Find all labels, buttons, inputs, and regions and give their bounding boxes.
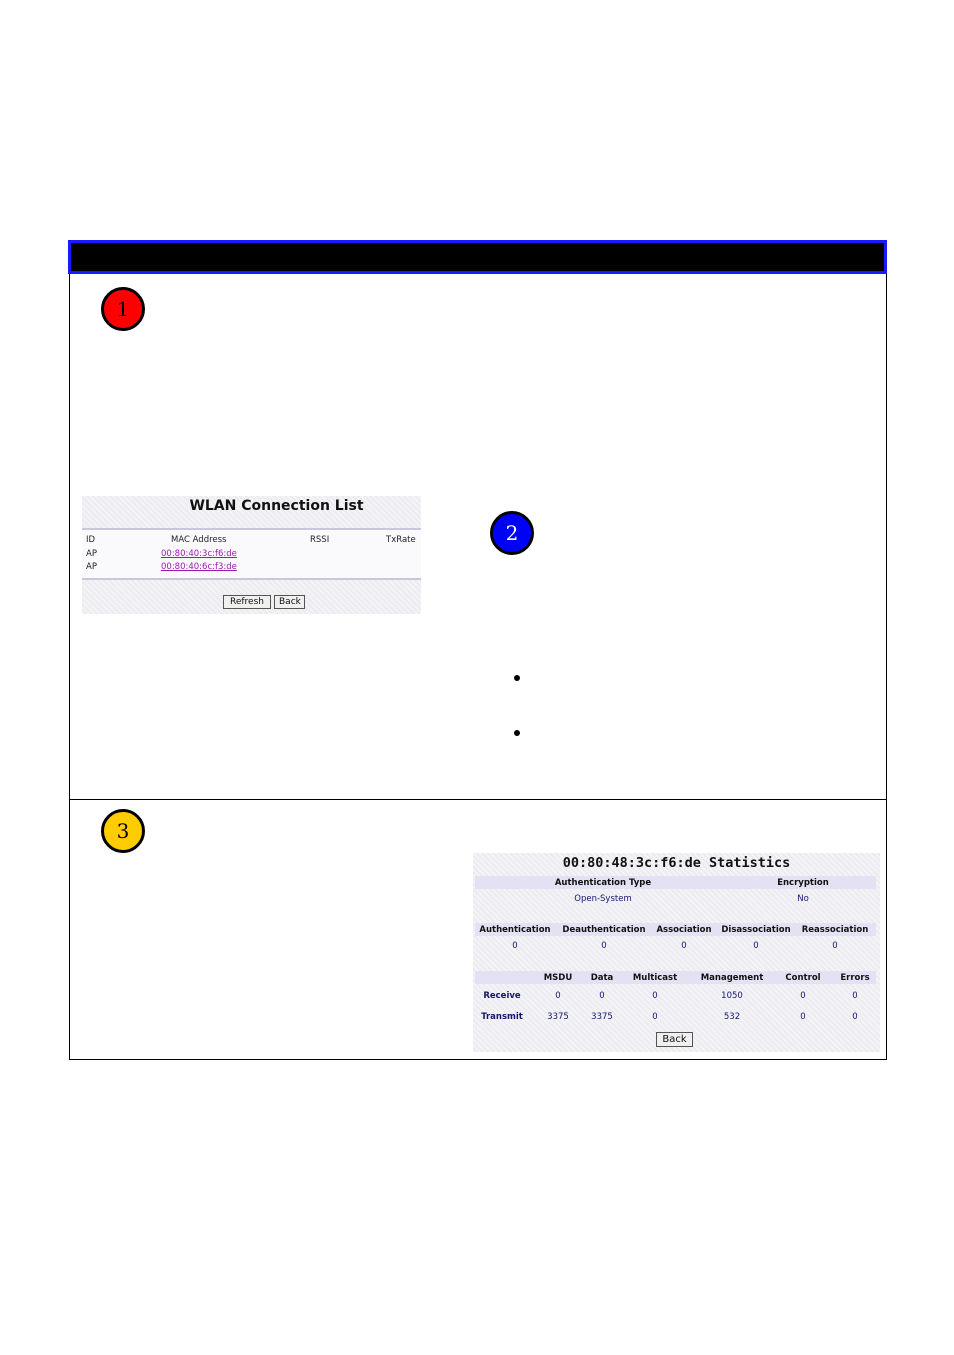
- association-value: 0: [681, 941, 687, 951]
- row-2-mac-link[interactable]: 00:80:40:6c:f3:de: [161, 562, 237, 572]
- receive-errors: 0: [852, 991, 858, 1001]
- col-id: ID: [86, 535, 96, 545]
- back-button[interactable]: Back: [274, 595, 305, 609]
- encryption-value: No: [797, 894, 809, 904]
- transmit-errors: 0: [852, 1012, 858, 1022]
- section-header-bar: [68, 240, 887, 274]
- row-1-id: AP: [86, 549, 97, 559]
- association-header: Association: [656, 925, 712, 935]
- reassociation-value: 0: [832, 941, 838, 951]
- row-2-id: AP: [86, 562, 97, 572]
- col-mac-address: MAC Address: [171, 535, 227, 545]
- col-rssi: RSSI: [310, 535, 330, 545]
- receive-msdu: 0: [555, 991, 561, 1001]
- disassociation-header: Disassociation: [721, 925, 791, 935]
- wlan-list-table: [82, 530, 421, 578]
- multicast-header: Multicast: [632, 973, 678, 983]
- col-txrate: TxRate: [386, 535, 416, 545]
- wlan-connection-list-screenshot: [82, 496, 421, 614]
- step-3-badge: [101, 809, 145, 853]
- deauthentication-header: Deauthentication: [562, 925, 646, 935]
- transmit-control: 0: [800, 1012, 806, 1022]
- step-1-number: 1: [116, 297, 130, 321]
- step-2-number: 2: [505, 521, 519, 545]
- wlan-list-title: WLAN Connection List: [189, 498, 364, 514]
- step-3-number: 3: [116, 819, 130, 843]
- receive-multicast: 0: [652, 991, 658, 1001]
- auth-type-header: Authentication Type: [554, 878, 652, 888]
- control-header: Control: [785, 973, 821, 983]
- divider: [82, 578, 421, 580]
- receive-data: 0: [599, 991, 605, 1001]
- authentication-header: Authentication: [479, 925, 551, 935]
- step-2-badge: [490, 511, 534, 555]
- statistics-screenshot: [473, 853, 880, 1052]
- transmit-management: 532: [723, 1012, 741, 1022]
- auth-type-value: Open-System: [574, 894, 632, 904]
- errors-header: Errors: [840, 973, 870, 983]
- transmit-multicast: 0: [652, 1012, 658, 1022]
- reassociation-header: Reassociation: [801, 925, 869, 935]
- transmit-msdu: 3375: [547, 1012, 569, 1022]
- stats-title: 00:80:48:3c:f6:de Statistics: [562, 855, 791, 871]
- receive-control: 0: [800, 991, 806, 1001]
- row-1-mac-link[interactable]: 00:80:40:3c:f6:de: [161, 549, 237, 559]
- msdu-header: MSDU: [543, 973, 573, 983]
- step-1-badge: [101, 287, 145, 331]
- receive-management: 1050: [721, 991, 743, 1001]
- disassociation-value: 0: [753, 941, 759, 951]
- transmit-data: 3375: [591, 1012, 613, 1022]
- bullet-2: [514, 730, 520, 736]
- receive-label: Receive: [483, 991, 521, 1001]
- authentication-value: 0: [512, 941, 518, 951]
- transmit-label: Transmit: [481, 1012, 523, 1022]
- bullet-1: [514, 675, 520, 681]
- refresh-button[interactable]: Refresh: [223, 595, 271, 609]
- data-header: Data: [590, 973, 614, 983]
- stats-back-button[interactable]: Back: [656, 1032, 693, 1047]
- encryption-header: Encryption: [777, 878, 829, 888]
- deauthentication-value: 0: [601, 941, 607, 951]
- management-header: Management: [700, 973, 764, 983]
